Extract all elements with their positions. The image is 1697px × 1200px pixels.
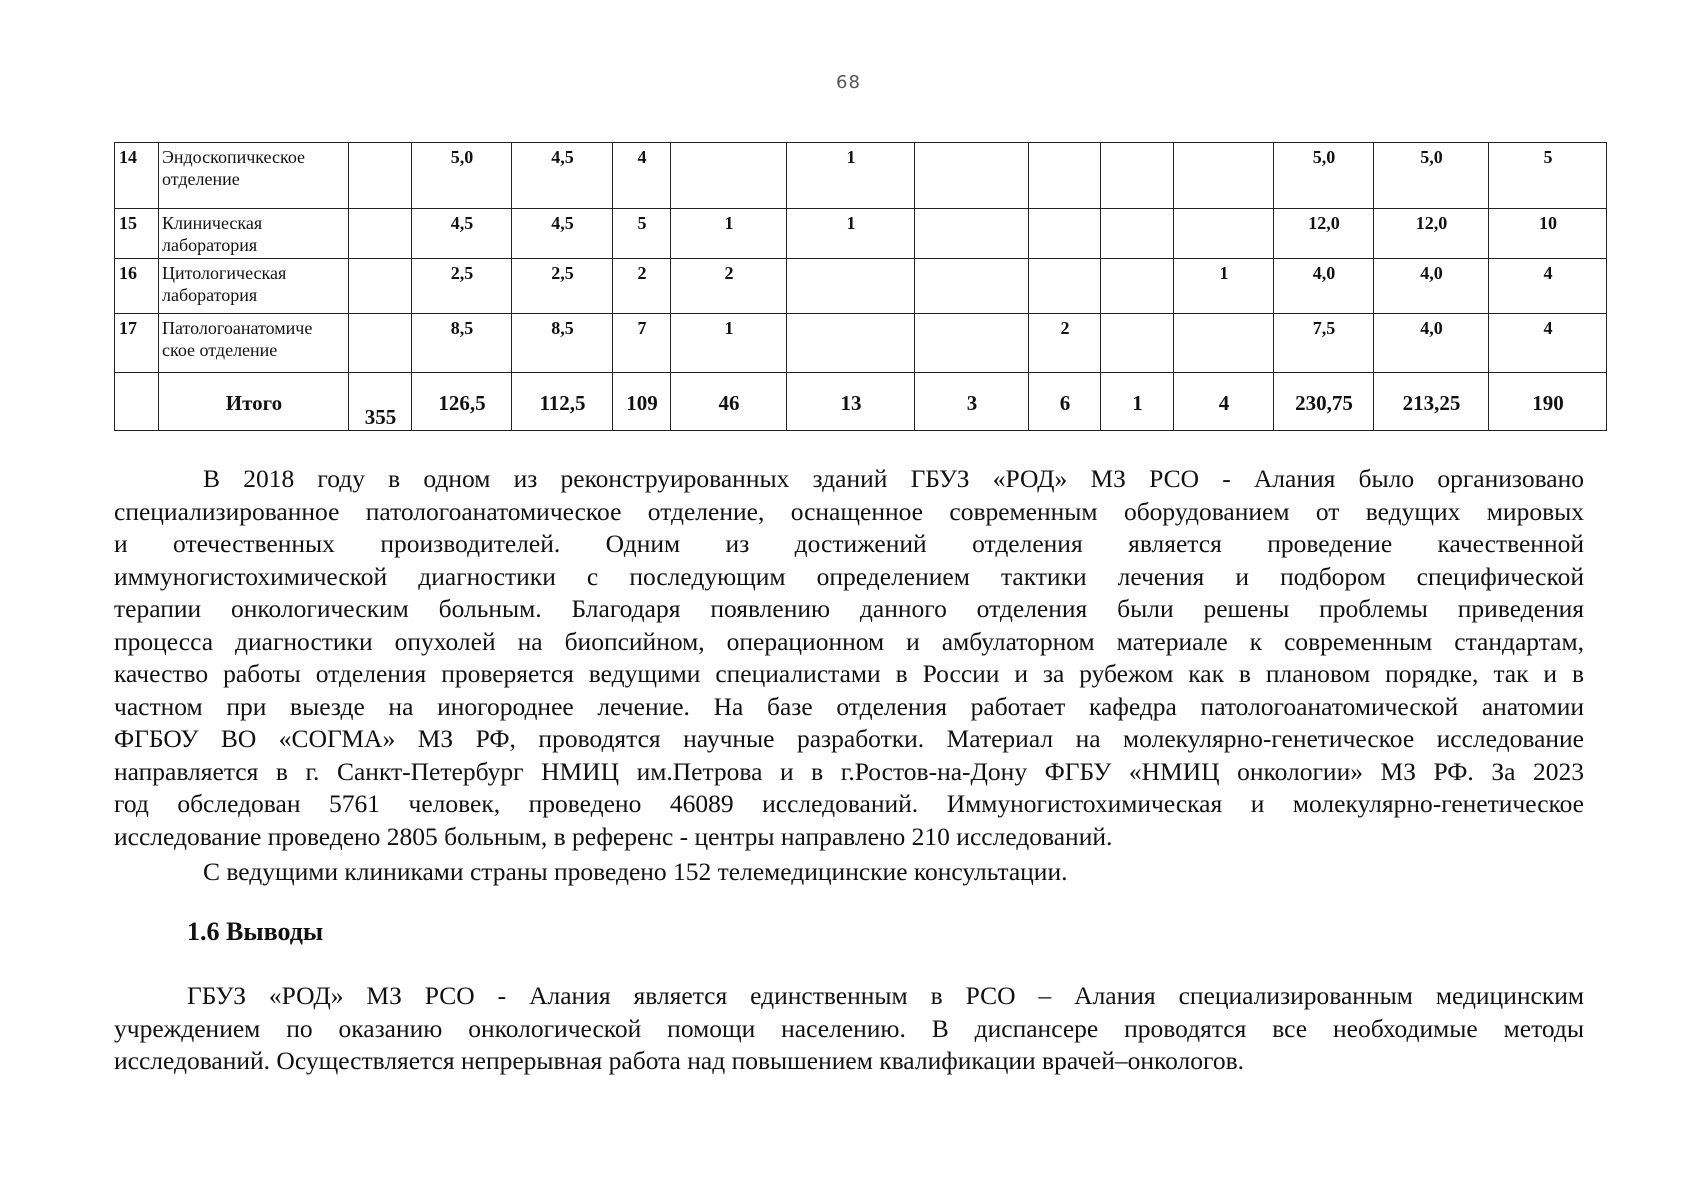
department-name-line: Цитологическая	[162, 263, 287, 283]
table-cell: 1	[671, 314, 787, 373]
table-cell: 4,5	[512, 209, 613, 259]
table-cell: 4,5	[512, 143, 613, 209]
table-cell	[1029, 143, 1101, 209]
row-number: 16	[115, 259, 159, 314]
total-cell: 6	[1029, 373, 1101, 431]
paragraph-line: терапии онкологическим больным. Благодаря появлению данного отделения были решены проблемы приведения	[114, 594, 1584, 623]
table-cell	[787, 314, 915, 373]
total-cell: 230,75	[1274, 373, 1374, 431]
table-cell: 5	[1489, 143, 1607, 209]
total-label: Итого	[159, 373, 349, 431]
total-cell: 4	[1174, 373, 1274, 431]
table-cell: 10	[1489, 209, 1607, 259]
table-cell: 4,5	[412, 209, 512, 259]
total-cell: 46	[671, 373, 787, 431]
paragraph-line: С ведущими клиниками страны проведено 152 телемедицинские консультации.	[203, 857, 1068, 886]
table-cell	[1029, 259, 1101, 314]
total-empty-cell	[115, 373, 159, 431]
table-cell: 2	[1029, 314, 1101, 373]
table-cell	[1101, 314, 1174, 373]
table-cell: 5,0	[1274, 143, 1374, 209]
paragraph-pathology-department	[114, 463, 1584, 853]
table-cell: 4,0	[1374, 259, 1489, 314]
table-cell	[349, 314, 412, 373]
table-cell	[349, 143, 412, 209]
table-cell: 4,0	[1374, 314, 1489, 373]
paragraph-line: учреждением по оказанию онкологической помощи населению. В диспансере проводятся все необходимые методы	[114, 1013, 1584, 1043]
table-cell: 5,0	[412, 143, 512, 209]
table-cell	[787, 259, 915, 314]
total-cell: 355	[349, 373, 412, 431]
table-cell	[915, 209, 1029, 259]
paragraph-line: частном при выезде на иногороднее лечение. На базе отделения работает кафедра патологоанатомической анатомии	[114, 691, 1584, 721]
department-name	[159, 143, 349, 209]
paragraph-line: качество работы отделения проверяется ведущими специалистами в России и за рубежом как в плановом порядке, так и в	[114, 659, 1584, 688]
total-cell: 112,5	[512, 373, 613, 431]
row-number: 17	[115, 314, 159, 373]
table-cell	[915, 314, 1029, 373]
total-cell: 213,25	[1374, 373, 1489, 431]
department-name-line: Клиническая	[162, 213, 263, 233]
paragraph-line: и отечественных производителей. Одним из достижений отделения является проведение качественной	[114, 529, 1584, 558]
table-cell: 1	[671, 209, 787, 259]
table-cell: 5	[613, 209, 671, 259]
table-cell: 4	[613, 143, 671, 209]
table-cell	[1101, 143, 1174, 209]
department-name-line: отделение	[162, 169, 240, 189]
department-name	[159, 314, 349, 373]
table-cell	[349, 259, 412, 314]
paragraph-line: специализированное патологоанатомическое отделение, оснащенное современным оборудованием от ведущих мировых	[114, 496, 1584, 526]
paragraph-line: исследование проведено 2805 больным, в референс - центры направлено 210 исследований.	[114, 821, 1113, 851]
paragraph-line: исследований. Осуществляется непрерывная работа над повышением квалификации врачей–онкологов.	[114, 1046, 1245, 1075]
table-cell: 4,0	[1274, 259, 1374, 314]
total-cell: 109	[613, 373, 671, 431]
department-name-line: Патологоанатомиче	[162, 318, 313, 338]
table-cell	[349, 209, 412, 259]
table-cell: 2,5	[512, 259, 613, 314]
paragraph-line: год обследован 5761 человек, проведено 46089 исследований. Иммуногистохимическая и молекулярно-генетическое	[114, 789, 1584, 818]
paragraph-line: иммуногистохимической диагностики с последующим определением тактики лечения и подбором специфической	[114, 561, 1584, 591]
paragraph-line: направляется в г. Санкт-Петербург НМИЦ им.Петрова и в г.Ростов-на-Дону ФГБУ «НМИЦ онкологии» МЗ РФ. За 2023	[114, 756, 1584, 786]
table-row	[115, 143, 1607, 209]
department-name	[159, 259, 349, 314]
table-cell: 2	[613, 259, 671, 314]
total-row	[115, 373, 1607, 431]
table-cell	[915, 143, 1029, 209]
table-cell	[915, 259, 1029, 314]
table-row	[115, 259, 1607, 314]
table-cell: 4	[1489, 259, 1607, 314]
row-number: 15	[115, 209, 159, 259]
department-name	[159, 209, 349, 259]
table-cell	[1174, 209, 1274, 259]
paragraph-line: процесса диагностики опухолей на биопсийном, операционном и амбулаторном материале к современным стандартам,	[114, 626, 1584, 656]
table-cell: 8,5	[412, 314, 512, 373]
table-cell: 4	[1489, 314, 1607, 373]
table-row	[115, 209, 1607, 259]
total-cell: 13	[787, 373, 915, 431]
table-cell	[1101, 259, 1174, 314]
paragraph-telemedicine	[114, 856, 1584, 889]
table-cell: 2,5	[412, 259, 512, 314]
paragraph-line: В 2018 году в одном из реконструированных зданий ГБУЗ «РОД» МЗ РСО - Алания было организовано	[203, 464, 1584, 493]
table-cell	[1101, 209, 1174, 259]
department-name-line: лаборатория	[162, 235, 258, 255]
table-cell	[1174, 314, 1274, 373]
total-cell: 1	[1101, 373, 1174, 431]
paragraph-line: ФГБОУ ВО «СОГМА» МЗ РФ, проводятся научные разработки. Материал на молекулярно-генетическое исследование	[114, 724, 1584, 753]
table-cell	[1174, 143, 1274, 209]
department-name-line: Эндоскопичкеское	[162, 147, 306, 167]
row-number: 14	[115, 143, 159, 209]
table-cell: 12,0	[1274, 209, 1374, 259]
total-cell: 3	[915, 373, 1029, 431]
table-cell: 12,0	[1374, 209, 1489, 259]
table-cell: 8,5	[512, 314, 613, 373]
paragraph-line: ГБУЗ «РОД» МЗ РСО - Алания является единственным в РСО – Алания специализированным медицинским	[187, 981, 1584, 1010]
table-cell: 2	[671, 259, 787, 314]
table-cell: 1	[787, 143, 915, 209]
table-cell: 7	[613, 314, 671, 373]
department-name-line: лаборатория	[162, 285, 258, 305]
department-name-line: ское отделение	[162, 340, 278, 360]
section-heading: 1.6 Выводы	[187, 917, 324, 946]
total-cell: 190	[1489, 373, 1607, 431]
table-row	[115, 314, 1607, 373]
table-cell	[1029, 209, 1101, 259]
table-cell: 5,0	[1374, 143, 1489, 209]
page-number: 68	[836, 72, 861, 93]
table-cell: 1	[787, 209, 915, 259]
staff-table	[114, 142, 1607, 431]
paragraph-conclusions	[114, 980, 1584, 1078]
table-cell: 1	[1174, 259, 1274, 314]
table-cell: 7,5	[1274, 314, 1374, 373]
table-cell	[671, 143, 787, 209]
total-cell: 126,5	[412, 373, 512, 431]
